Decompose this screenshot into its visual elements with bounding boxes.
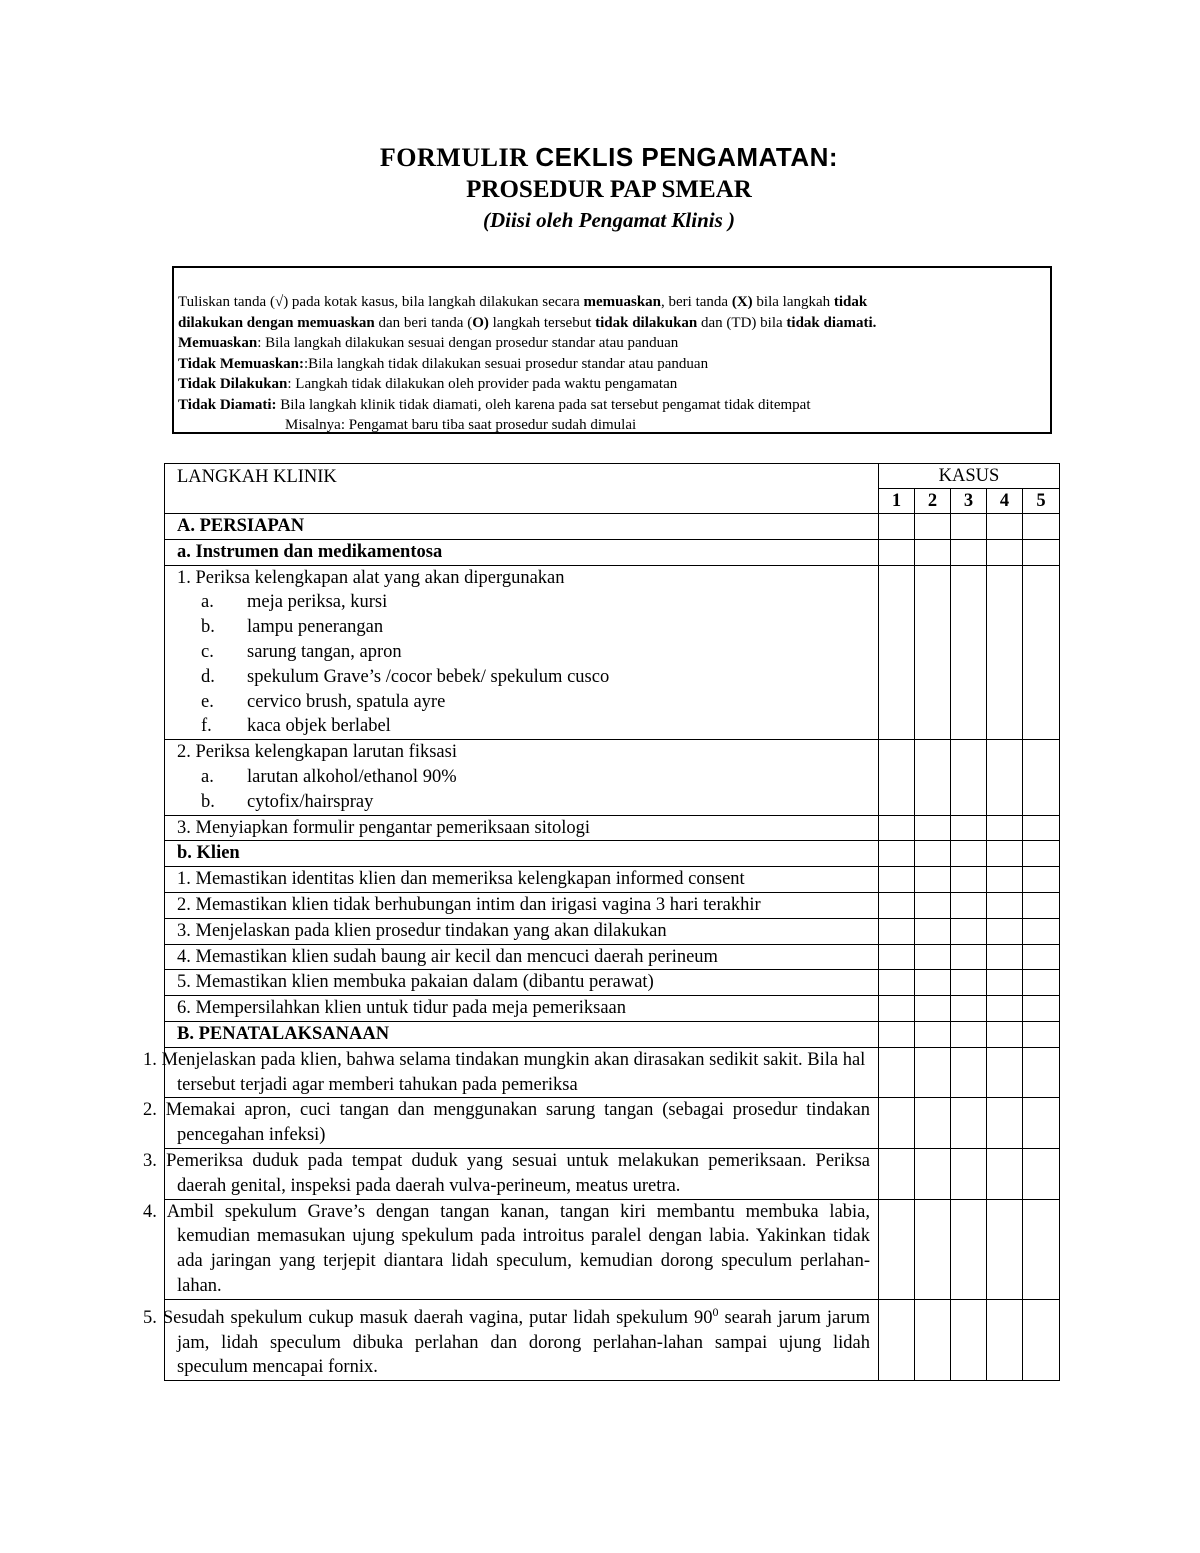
table-row [165, 1021, 1060, 1047]
check-cell[interactable] [1023, 918, 1060, 944]
check-cell[interactable] [987, 565, 1023, 740]
subsection-heading: b. Klien [165, 841, 879, 867]
checklist-table [143, 463, 1060, 1381]
check-cell[interactable] [987, 815, 1023, 841]
check-cell[interactable] [951, 1047, 987, 1098]
definition-tidak-memuaskan: Tidak Memuaskan::Bila langkah tidak dilakukan sesuai prosedur standar atau panduan [178, 355, 709, 372]
check-cell[interactable] [879, 1047, 915, 1098]
check-cell[interactable] [879, 867, 915, 893]
check-cell[interactable] [1023, 841, 1060, 867]
check-cell[interactable] [951, 1199, 987, 1299]
case-number: 4 [987, 489, 1023, 514]
check-cell[interactable] [879, 1021, 915, 1047]
table-row [165, 1098, 1060, 1149]
step-cell: 1. Periksa kelengkapan alat yang akan dipergunakan a. meja periksa, kursi b. lampu penerangan c. sarung tangan, apron d. spekulum Grave’s /cocor bebek/ spekulum cusco e. cervico brush, spatula ayre f. kaca objek berlabel [165, 565, 879, 740]
check-cell[interactable] [915, 565, 951, 740]
check-cell[interactable] [1023, 565, 1060, 740]
list-item: b. lampu penerangan [201, 617, 384, 638]
form-subtitle: PROSEDUR PAP SMEAR [466, 176, 752, 203]
header-kasus: KASUS [879, 464, 1060, 489]
step-cell: 5. Sesudah spekulum cukup masuk daerah vagina, putar lidah spekulum $90^0$ searah jarum jarum jam, lidah speculum dibuka perlahan dan dorong perlahan-lahan sampai ujung lidah speculum mencapai fornix. [165, 1299, 879, 1381]
table-row [165, 740, 1060, 815]
check-cell[interactable] [951, 996, 987, 1022]
check-cell[interactable] [879, 740, 915, 815]
check-cell[interactable] [1023, 815, 1060, 841]
definition-example: Misalnya: Pengamat baru tiba saat prosedur sudah dimulai [285, 417, 637, 433]
table-row [165, 514, 1060, 540]
check-cell[interactable] [879, 1148, 915, 1199]
definition-memuaskan: Memuaskan: Bila langkah dilakukan sesuai dengan prosedur standar atau panduan [178, 335, 679, 351]
check-cell[interactable] [879, 1199, 915, 1299]
step-cell: 6. Mempersilahkan klien untuk tidur pada meja pemeriksaan [165, 996, 879, 1022]
list-item: a. larutan alkohol/ethanol 90% [201, 766, 457, 787]
step-cell: 3. Pemeriksa duduk pada tempat duduk yang sesuai untuk melakukan pemeriksaan. Periksa daerah genital, inspeksi pada daerah vulva-perineum, meatus uretra. [165, 1148, 879, 1199]
check-cell[interactable] [987, 996, 1023, 1022]
check-cell[interactable] [1023, 944, 1060, 970]
check-cell[interactable] [987, 892, 1023, 918]
check-cell[interactable] [915, 1021, 951, 1047]
check-cell[interactable] [915, 1299, 951, 1381]
check-cell[interactable] [951, 867, 987, 893]
check-cell[interactable] [915, 539, 951, 565]
check-cell[interactable] [915, 841, 951, 867]
check-cell[interactable] [951, 514, 987, 540]
check-cell[interactable] [987, 1098, 1023, 1149]
table-row [165, 539, 1060, 565]
section-heading: B. PENATALAKSANAAN [165, 1021, 879, 1047]
step-cell: 4. Ambil spekulum Grave’s dengan tangan kanan, tangan kiri membantu membuka labia, kemudian memasukan ujung spekulum pada introitus paralel dengan labia. Yakinkan tidak ada jaringan yang terjepit diantara lidah speculum, kemudian dorong speculum perlahan-lahan. [165, 1199, 879, 1299]
check-cell[interactable] [915, 1098, 951, 1149]
check-cell[interactable] [951, 815, 987, 841]
step-cell: 5. Memastikan klien membuka pakaian dalam (dibantu perawat) [165, 970, 879, 996]
check-cell[interactable] [915, 892, 951, 918]
check-cell[interactable] [915, 996, 951, 1022]
step-cell: 2. Memakai apron, cuci tangan dan menggunakan sarung tangan (sebagai prosedur tindakan pencegahan infeksi) [165, 1098, 879, 1149]
check-cell[interactable] [1023, 892, 1060, 918]
header-langkah-klinik: LANGKAH KLINIK [165, 464, 879, 514]
check-cell[interactable] [915, 740, 951, 815]
check-cell[interactable] [987, 740, 1023, 815]
table-row [165, 1148, 1060, 1199]
check-cell[interactable] [915, 970, 951, 996]
section-heading: A. PERSIAPAN [165, 514, 879, 540]
list-item: d. spekulum Grave’s /cocor bebek/ spekulum cusco [201, 666, 610, 687]
form-note: (Diisi oleh Pengamat Klinis ) [482, 208, 736, 232]
check-cell[interactable] [879, 892, 915, 918]
step-cell: 2. Memastikan klien tidak berhubungan intim dan irigasi vagina 3 hari terakhir [165, 892, 879, 918]
check-cell[interactable] [951, 539, 987, 565]
check-cell[interactable] [915, 944, 951, 970]
table-row [165, 996, 1060, 1022]
check-cell[interactable] [879, 815, 915, 841]
check-cell[interactable] [951, 918, 987, 944]
table-row [165, 892, 1060, 918]
step-cell: 3. Menyiapkan formulir pengantar pemeriksaan sitologi [165, 815, 879, 841]
list-item: f. kaca objek berlabel [201, 716, 391, 737]
case-number: 3 [951, 489, 987, 514]
table-row [165, 918, 1060, 944]
step-cell: 3. Menjelaskan pada klien prosedur tindakan yang akan dilakukan [165, 918, 879, 944]
step-cell: 1. Memastikan identitas klien dan memeriksa kelengkapan informed consent [165, 867, 879, 893]
check-cell[interactable] [1023, 970, 1060, 996]
check-cell[interactable] [951, 1021, 987, 1047]
definition-tidak-dilakukan: Tidak Dilakukan: Langkah tidak dilakukan oleh provider pada waktu pengamatan [178, 376, 678, 392]
check-cell[interactable] [987, 944, 1023, 970]
step-cell: 1. Menjelaskan pada klien, bahwa selama tindakan mungkin akan dirasakan sedikit sakit. Bila hal tersebut terjadi agar memberi tahukan pada pemeriksa [165, 1047, 879, 1098]
check-cell[interactable] [951, 944, 987, 970]
check-cell[interactable] [987, 539, 1023, 565]
check-cell[interactable] [1023, 539, 1060, 565]
check-cell[interactable] [987, 1047, 1023, 1098]
check-cell[interactable] [879, 1299, 915, 1381]
check-cell[interactable] [987, 1021, 1023, 1047]
check-cell[interactable] [915, 867, 951, 893]
case-number: 2 [915, 489, 951, 514]
check-cell[interactable] [951, 1098, 987, 1149]
check-cell[interactable] [1023, 1021, 1060, 1047]
case-number: 5 [1023, 489, 1060, 514]
check-cell[interactable] [879, 1098, 915, 1149]
check-cell[interactable] [1023, 1047, 1060, 1098]
check-cell[interactable] [915, 1199, 951, 1299]
instruction-line: dilakukan dengan memuaskan dan beri tanda (O) langkah tersebut tidak dilakukan dan (TD) bila tidak diamati. [178, 314, 877, 331]
check-cell[interactable] [879, 970, 915, 996]
table-row [165, 815, 1060, 841]
check-cell[interactable] [1023, 867, 1060, 893]
step-cell: 4. Memastikan klien sudah baung air kecil dan mencuci daerah perineum [165, 944, 879, 970]
check-cell[interactable] [879, 514, 915, 540]
check-cell[interactable] [987, 1148, 1023, 1199]
check-cell[interactable] [879, 539, 915, 565]
list-item: e. cervico brush, spatula ayre [201, 691, 446, 712]
check-cell[interactable] [879, 944, 915, 970]
check-cell[interactable] [879, 841, 915, 867]
check-cell[interactable] [987, 514, 1023, 540]
check-cell[interactable] [915, 918, 951, 944]
list-item: a. meja periksa, kursi [201, 592, 388, 613]
definition-tidak-diamati: Tidak Diamati: Bila langkah klinik tidak diamati, oleh karena pada sat tersebut pengamat tidak ditempat [178, 396, 811, 413]
list-item: c. sarung tangan, apron [201, 641, 402, 662]
table-row [165, 867, 1060, 893]
check-cell[interactable] [951, 565, 987, 740]
check-cell[interactable] [915, 1047, 951, 1098]
check-cell[interactable] [987, 918, 1023, 944]
check-mark-icon: √ [274, 294, 284, 310]
table-row [165, 565, 1060, 740]
instructions-box [172, 266, 1052, 434]
check-cell[interactable] [1023, 1299, 1060, 1381]
check-cell[interactable] [951, 740, 987, 815]
check-cell[interactable] [915, 514, 951, 540]
check-cell[interactable] [1023, 1199, 1060, 1299]
check-cell[interactable] [1023, 740, 1060, 815]
check-cell[interactable] [951, 1299, 987, 1381]
check-cell[interactable] [1023, 1148, 1060, 1199]
table-row [165, 944, 1060, 970]
check-cell[interactable] [879, 565, 915, 740]
table-row [165, 970, 1060, 996]
check-cell[interactable] [1023, 1098, 1060, 1149]
check-cell[interactable] [987, 841, 1023, 867]
check-cell[interactable] [951, 841, 987, 867]
check-cell[interactable] [915, 1148, 951, 1199]
check-cell[interactable] [879, 996, 915, 1022]
check-cell[interactable] [987, 1199, 1023, 1299]
table-row [165, 1047, 1060, 1098]
step-cell: 2. Periksa kelengkapan larutan fiksasi a. larutan alkohol/ethanol 90% b. cytofix/hairspray [165, 740, 879, 815]
case-number: 1 [879, 489, 915, 514]
check-cell[interactable] [1023, 996, 1060, 1022]
check-cell[interactable] [951, 1148, 987, 1199]
check-cell[interactable] [987, 970, 1023, 996]
subsection-heading: a. Instrumen dan medikamentosa [165, 539, 879, 565]
check-cell[interactable] [1023, 514, 1060, 540]
check-cell[interactable] [879, 918, 915, 944]
check-cell[interactable] [915, 815, 951, 841]
check-cell[interactable] [951, 970, 987, 996]
form-title: FORMULIR CEKLIS PENGAMATAN: [379, 142, 839, 172]
check-cell[interactable] [987, 1299, 1023, 1381]
table-row [165, 841, 1060, 867]
table-row [165, 1199, 1060, 1299]
list-item: b. cytofix/hairspray [201, 791, 374, 812]
table-row [165, 1299, 1060, 1381]
instruction-line: Tuliskan tanda (√) pada kotak kasus, bila langkah dilakukan secara memuaskan, beri tanda (X) bila langkah tidak [178, 294, 868, 310]
check-cell[interactable] [951, 892, 987, 918]
check-cell[interactable] [987, 867, 1023, 893]
